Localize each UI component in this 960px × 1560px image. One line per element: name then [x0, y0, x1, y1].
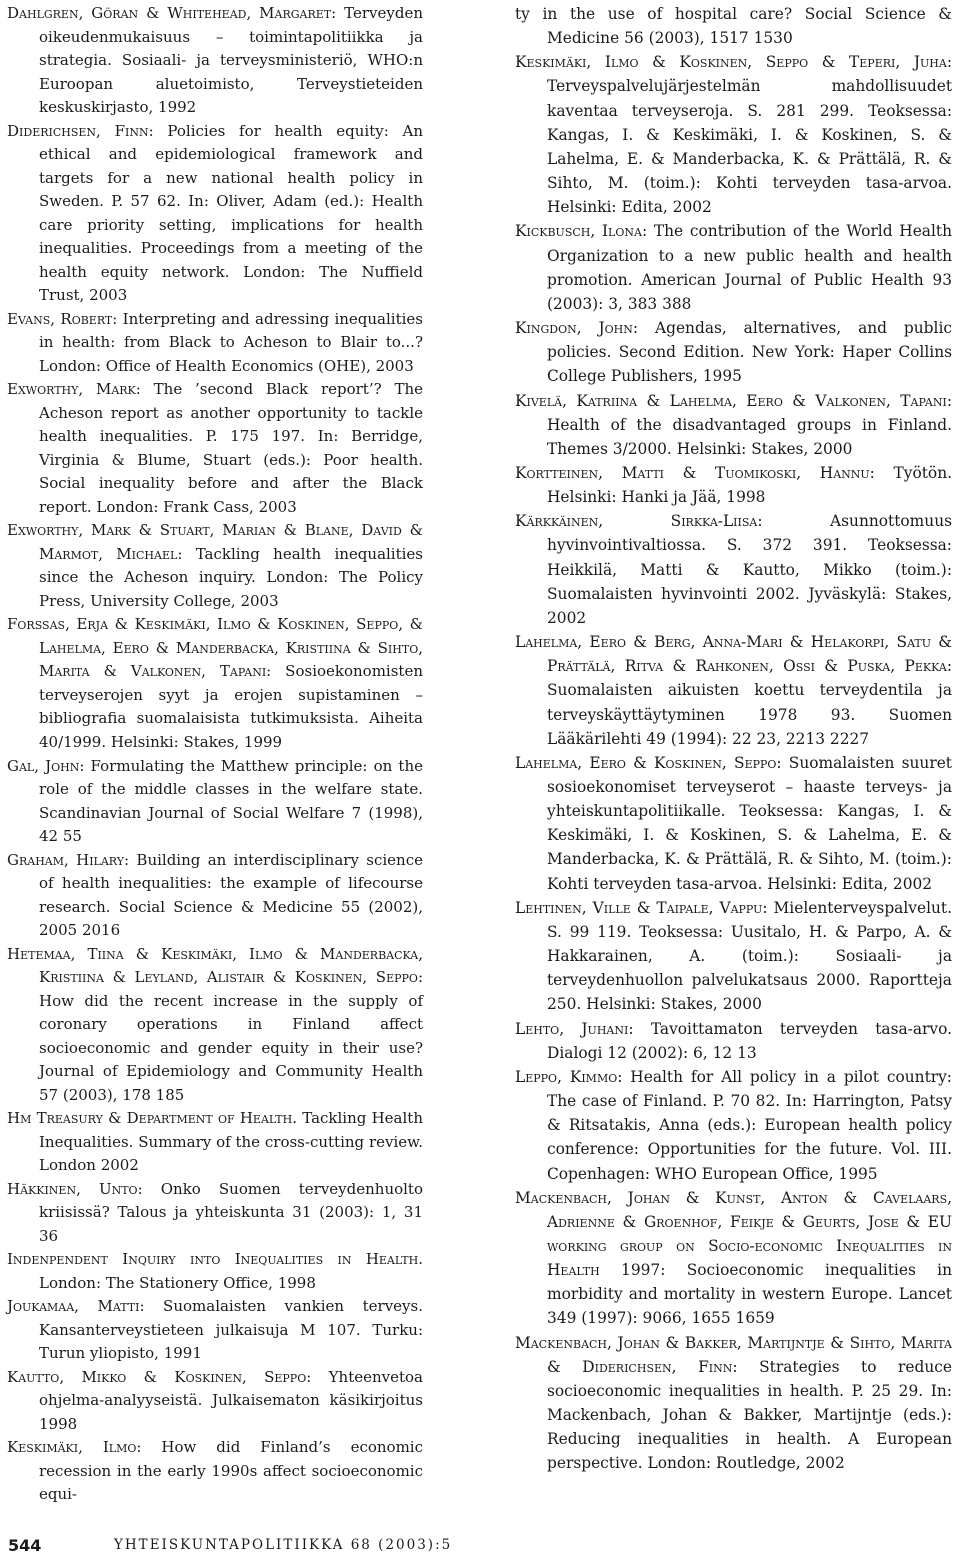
reference-authors: Lehtinen, Ville & Taipale, Vappu [515, 898, 763, 917]
reference-text: : Suomalaisten vankien terveys. Kansanterveystieteen julkaisuja M 107. Turku: Turun yliopisto, 1991 [39, 1297, 423, 1363]
reference-authors: Indenpendent Inquiry into Inequalities in Health [7, 1250, 419, 1269]
reference-entry [515, 751, 952, 896]
reference-text: : Building an interdisciplinary science of health inequalities: the example of lifecourse research. Social Science & Medicine 55 (2002), 2005 2016 [39, 850, 423, 940]
reference-entry [7, 849, 423, 943]
reference-authors: Lahelma, Eero & Koskinen, Seppo [515, 753, 777, 772]
reference-authors: Mackenbach, Johan & Bakker, Martijntje & Sihto, Marita & Diderichsen, Finn [515, 1333, 952, 1376]
reference-text: : Health of the disadvantaged groups in Finland. Themes 3/2000. Helsinki: Stakes, 2000 [547, 391, 952, 458]
references-right-column [515, 2, 952, 1476]
reference-authors: Kärkkäinen, Sirkka-Liisa [515, 512, 758, 531]
reference-authors: Hm Treasury & Department of Health [7, 1109, 293, 1128]
reference-text: : Terveyspalvelujärjestelmän mahdollisuudet kaventaa terveyseroja. S. 281 299. Teoksessa: Kangas, I. & Keskimäki, I. & Koskinen, S. & Lahelma, E. & Manderbacka, K. & Prättälä, R. & Sihto, M. (toim.): Kohti terveyden tasa-arvoa. Helsinki: Edita, 2002 [547, 53, 952, 217]
reference-authors: Kingdon, John [515, 319, 633, 338]
reference-text: : Suomalaisten suuret sosioekonomiset terveyserot – haaste terveys- ja yhteiskuntapolitiikalle. Teoksessa: Kangas, I. & Keskimäki, I. & Koskinen, S. & Lahelma, E. & Manderbacka, K. & Prättälä, R. & Sihto, M. (toim.): Kohti terveyden tasa-arvoa. Helsinki: Edita, 2002 [547, 753, 952, 893]
reference-authors: Exworthy, Mark & Stuart, Marian & Blane, David & Marmot, Michael [7, 521, 423, 563]
reference-text: : Tackling health inequalities since the Acheson inquiry. London: The Policy Press, University College, 2003 [39, 544, 424, 610]
reference-text: ty in the use of hospital care? Social Science & Medicine 56 (2003), 1517 1530 [515, 5, 952, 48]
reference-text: : Sosioekonomisten terveyserojen syyt ja erojen supistaminen – bibliografia suomalaisista tutkimuksista. Aiheita 40/1999. Helsinki: Stakes, 1999 [39, 662, 423, 751]
reference-entry [515, 896, 952, 1017]
reference-entry [7, 378, 423, 519]
reference-entry [7, 1178, 423, 1249]
reference-text: : Socioeconomic inequalities in morbidity and mortality in western Europe. Lancet 349 (1997): 9066, 1655 1659 [547, 1261, 952, 1328]
reference-authors: Dahlgren, Göran & Whitehead, Margaret [7, 4, 332, 22]
reference-authors: Gal, John [7, 756, 80, 775]
page-number: 544 [8, 1536, 42, 1555]
reference-entry [7, 308, 423, 379]
reference-entry [515, 316, 952, 388]
reference-entry [7, 120, 423, 308]
reference-text: : Asunnottomuus hyvinvointivaltiossa. S. 372 391. Teoksessa: Heikkilä, Matti & Kautto, Mikko (toim.): Suomalaisten hyvinvointi 2002. Jyväskylä: Stakes, 2002 [547, 512, 952, 627]
reference-authors: Graham, Hilary [7, 850, 125, 869]
reference-entry [7, 613, 423, 754]
reference-text: : Formulating the Matthew principle: on the role of the middle classes in the welfare state. Scandinavian Journal of Social Welfare 7 (1998), 42 55 [39, 756, 423, 846]
reference-authors: Kortteinen, Matti & Tuomikoski, Hannu [515, 463, 870, 482]
reference-text: . Tackling Health Inequalities. Summary of the cross-cutting review. London 2002 [39, 1109, 423, 1175]
reference-entry [7, 1248, 423, 1295]
reference-text: : The contribution of the World Health Organization to a new public health and health promotion. American Journal of Public Health 93 (2003): 3, 383 388 [547, 222, 953, 313]
reference-authors: Leppo, Kimmo [515, 1067, 618, 1086]
reference-authors: Kautto, Mikko & Koskinen, Seppo [7, 1367, 307, 1386]
reference-text: : How did Finland’s economic recession in the early 1990s affect socioeconomic equi- [39, 1438, 423, 1504]
reference-text: : Terveyden oikeudenmukaisuus – toimintapolitiikka ja strategia. Sosiaali- ja terveysministeriö, WHO:n Euroopan aluetoimisto, Terveystieteiden keskuskirjasto, 1992 [39, 4, 423, 117]
page-footer [8, 1536, 908, 1558]
reference-text: : Health for All policy in a pilot country: The case of Finland. P. 70 82. In: Harrington, Patsy & Ritsatakis, Anna (eds.): European health policy conference: Opportunities for the future. Vol. III. Copenhagen: WHO European Office, 1995 [547, 1067, 952, 1183]
reference-entry [515, 1065, 952, 1186]
reference-entry [7, 1107, 423, 1178]
reference-text: : How did the recent increase in the supply of coronary operations in Finland affect socioeconomic and gender equity in their use? Journal of Epidemiology and Community Health 57 (2003), 178 185 [39, 968, 423, 1104]
reference-authors: Diderichsen, Finn [7, 121, 149, 140]
reference-authors: Lehto, Juhani [515, 1019, 629, 1038]
reference-authors: Kivelä, Katriina & Lahelma, Eero & Valkonen, Tapani [515, 391, 947, 410]
reference-entry [515, 1331, 952, 1476]
reference-authors: Keskimäki, Ilmo [7, 1438, 137, 1457]
reference-entry [515, 1186, 952, 1331]
reference-authors: Joukamaa, Matti [7, 1297, 140, 1316]
reference-authors: Mackenbach, Johan & Kunst, Anton & Cavelaars, Adrienne & Groenhof, Feikje & Geurts, Jose & EU working group on Socio-economic Inequalities in Health 1997 [515, 1188, 952, 1280]
reference-text: : Onko Suomen terveydenhuolto kriisissä? Talous ja yhteiskunta 31 (2003): 1, 31 36 [39, 1179, 423, 1245]
reference-text: : Interpreting and adressing inequalities in health: from Black to Acheson to Blair to...? London: Office of Health Economics (OHE), 2003 [39, 309, 423, 375]
reference-entry [7, 2, 423, 120]
reference-authors: Lahelma, Eero & Berg, Anna-Mari & Helakorpi, Satu & Prättälä, Ritva & Rahkonen, Ossi & Puska, Pekka [515, 633, 952, 676]
reference-entry [515, 461, 952, 509]
reference-authors: Evans, Robert [7, 309, 113, 328]
reference-text: : The ’second Black report’? The Acheson report as another opportunity to tackle health inequalities. P. 175 197. In: Berridge, Virginia & Blume, Stuart (eds.): Poor health. Social inequality before and after the Black report. London: Frank Cass, 2003 [39, 380, 423, 516]
reference-text: : Policies for health equity: An ethical and epidemiological framework and targets for a new national health policy in Sweden. P. 57 62. In: Oliver, Adam (ed.): Health care priority setting, implications for health inequalities. Proceedings from a meeting of the health equity network. London: The Nuffield Trust, 2003 [39, 121, 423, 305]
reference-text: : Agendas, alternatives, and public policies. Second Edition. New York: Haper Collins College Publishers, 1995 [547, 319, 952, 386]
reference-entry [515, 219, 952, 316]
reference-entry [515, 630, 952, 751]
reference-entry [7, 519, 423, 613]
reference-authors: Hetemaa, Tiina & Keskimäki, Ilmo & Manderbacka, Kristiina & Leyland, Alistair & Koskinen, Seppo [7, 944, 423, 987]
reference-authors: Forssas, Erja & Keskimäki, Ilmo & Koskinen, Seppo, & Lahelma, Eero & Manderbacka, Kristiina & Sihto, Marita & Valkonen, Tapani [7, 615, 423, 681]
reference-text: : Strategies to reduce socioeconomic inequalities in health. P. 25 29. In: Mackenbach, Johan & Bakker, Martijntje (eds.): Reducing inequalities in health. A European perspective. London: Routledge, 2002 [547, 1357, 953, 1473]
reference-text: : Tavoittamaton terveyden tasa-arvo. Dialogi 12 (2002): 6, 12 13 [547, 1019, 952, 1062]
reference-entry [515, 389, 952, 461]
reference-text: : Suomalaisten aikuisten koettu terveydentila ja terveyskäyttäytyminen 1978 93. Suomen Lääkärilehti 49 (1994): 22 23, 2213 2227 [547, 657, 952, 748]
reference-text: : Yhteenvetoa ohjelma-analyyseistä. Julkaisematon käsikirjoitus 1998 [39, 1367, 423, 1433]
reference-entry [7, 1436, 423, 1507]
reference-authors: Keskimäki, Ilmo & Koskinen, Seppo & Teperi, Juha [515, 53, 947, 72]
reference-authors: Kickbusch, Ilona [515, 222, 642, 241]
reference-entry [515, 1017, 952, 1065]
reference-continuation [515, 2, 952, 50]
reference-entry [7, 755, 423, 849]
journal-title: YHTEISKUNTAPOLITIIKKA 68 (2003):5 [114, 1537, 453, 1553]
references-left-column [7, 2, 423, 1507]
reference-text: : Mielenterveyspalvelut. S. 99 119. Teoksessa: Uusitalo, H. & Parpo, A. & Hakkarainen, A. (toim.): Sosiaali- ja terveydenhuollon palvelukatsaus 2000. Raportteja 250. Helsinki: Stakes, 2000 [547, 898, 952, 1014]
reference-entry [7, 1366, 423, 1437]
reference-text: . London: The Stationery Office, 1998 [39, 1250, 423, 1292]
reference-entry [7, 943, 423, 1108]
reference-authors: Häkkinen, Unto [7, 1179, 138, 1198]
reference-entry [515, 50, 952, 219]
reference-entry [515, 509, 952, 630]
reference-authors: Exworthy, Mark [7, 380, 136, 399]
reference-text: : Työtön. Helsinki: Hanki ja Jää, 1998 [547, 463, 952, 507]
reference-entry [7, 1295, 423, 1366]
